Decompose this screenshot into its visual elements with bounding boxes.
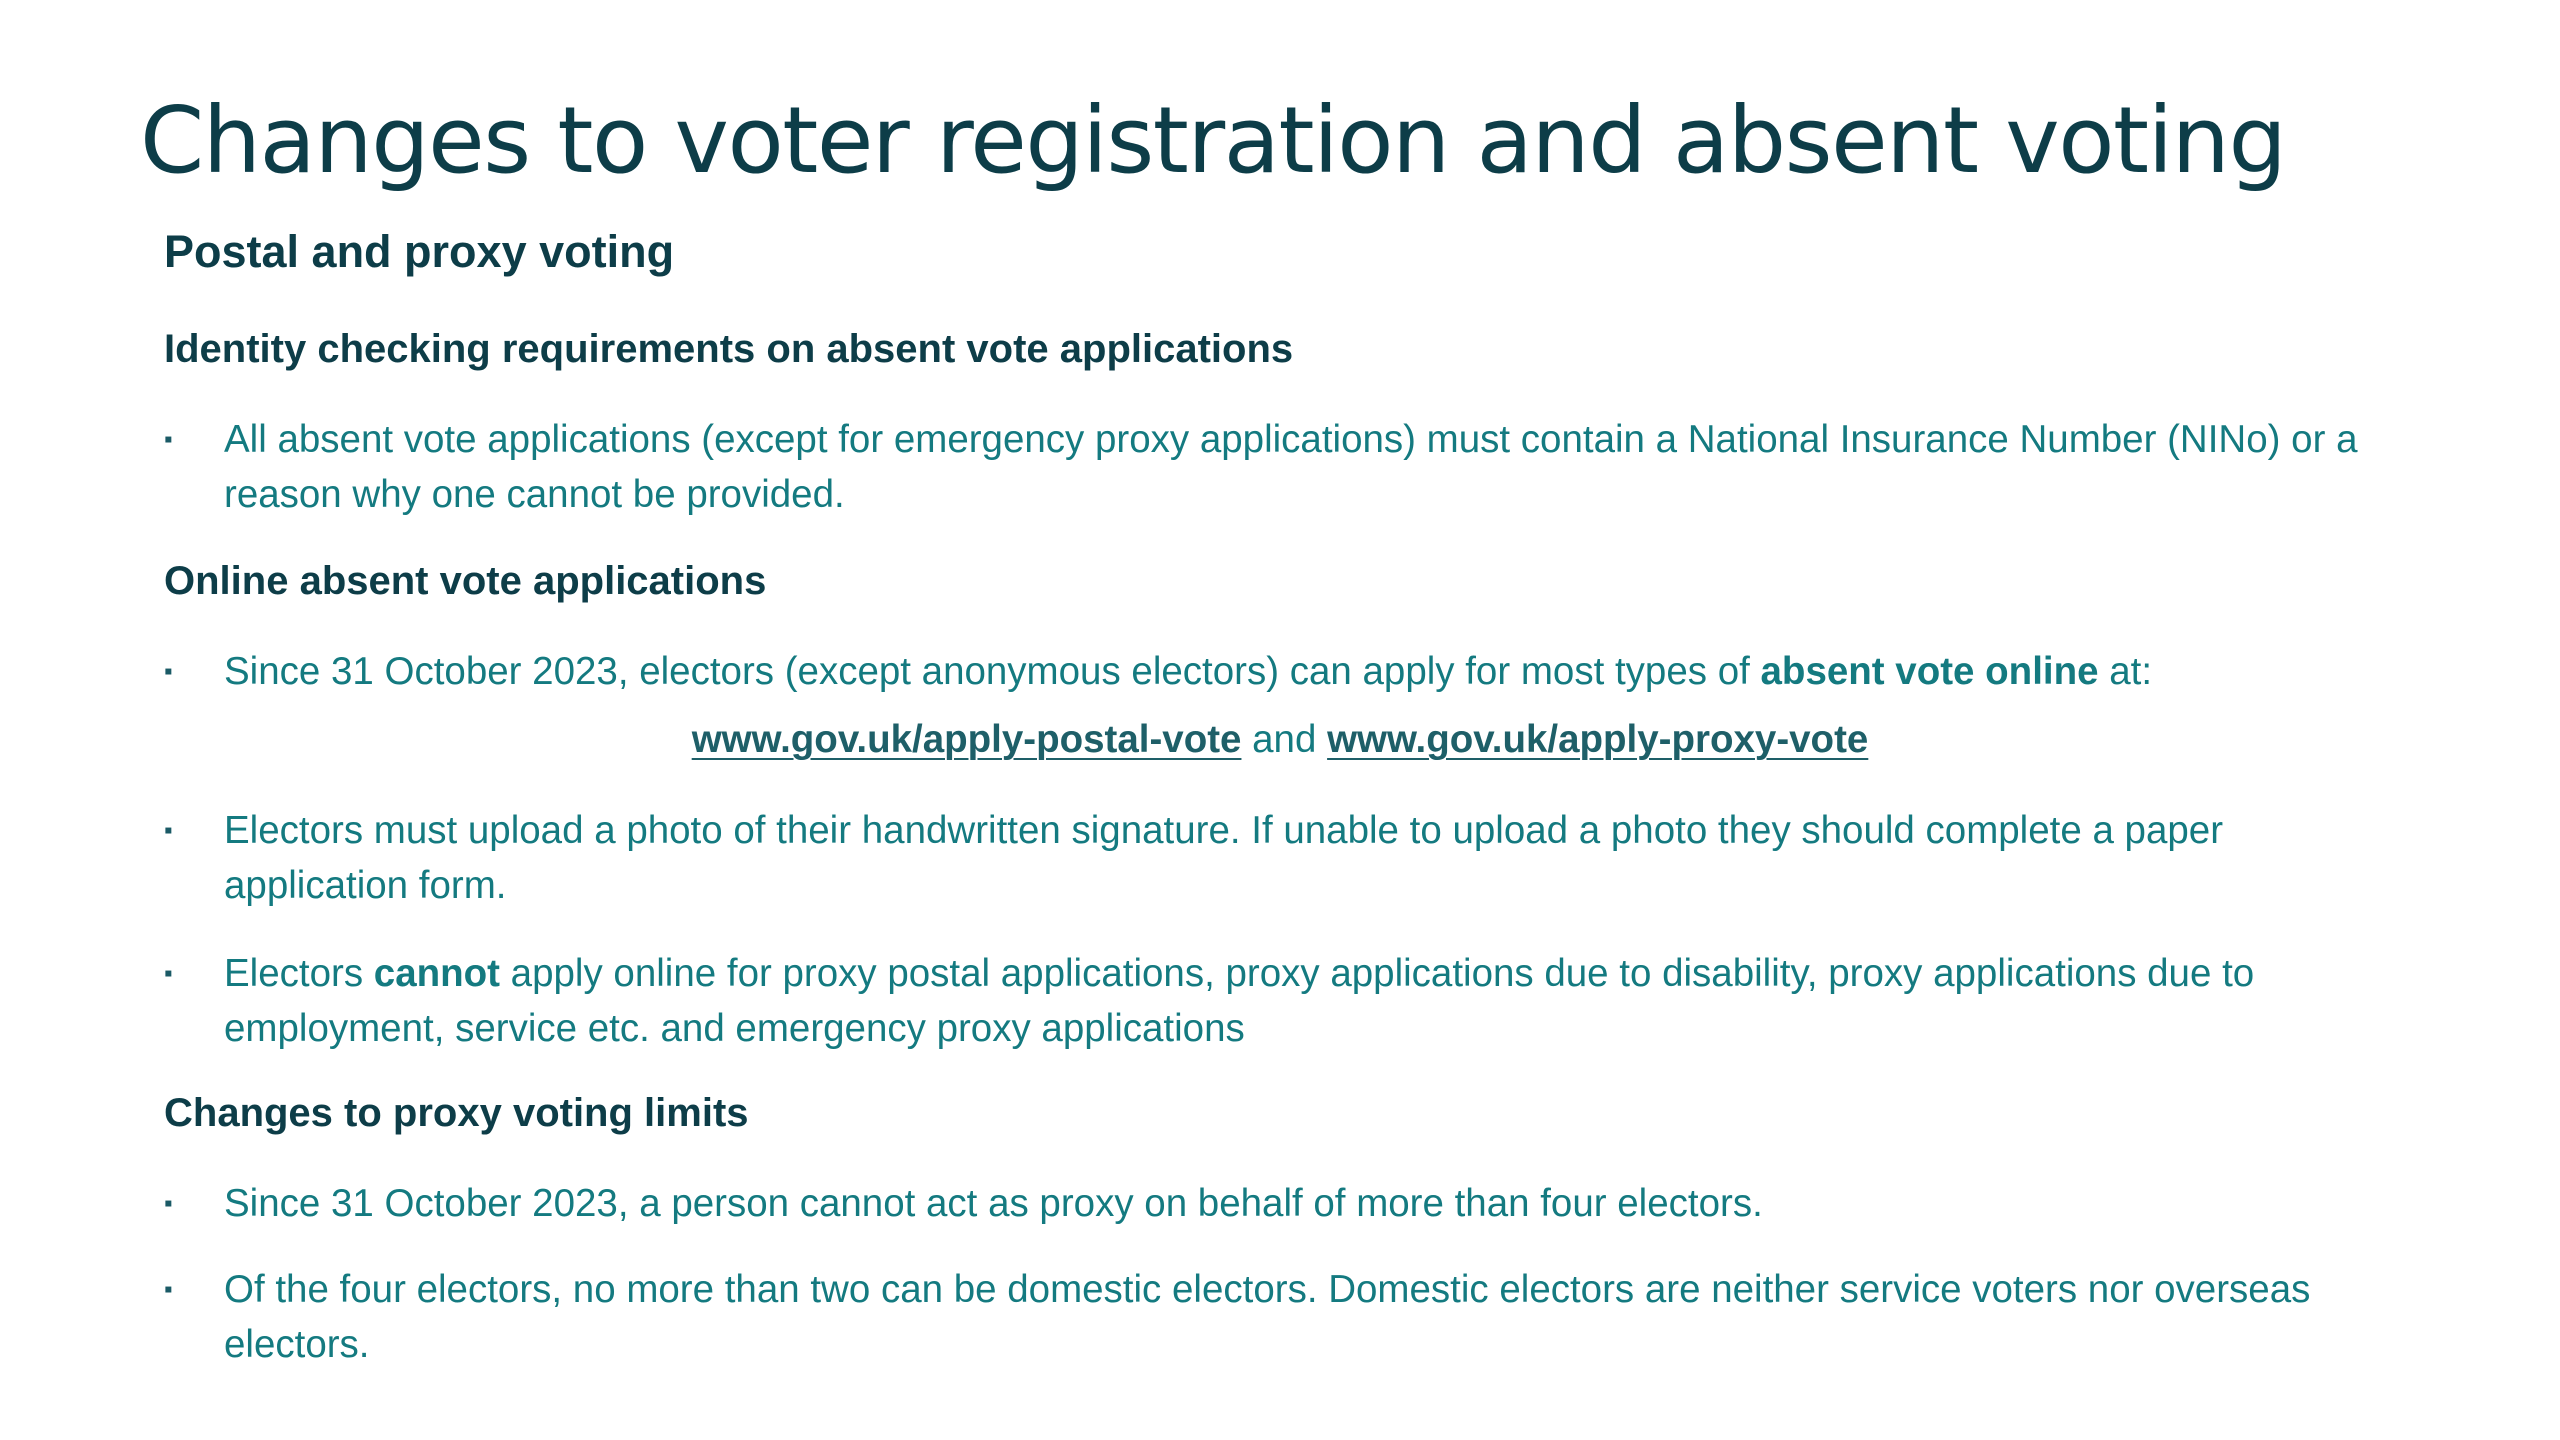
proxy-vote-link[interactable]: www.gov.uk/apply-proxy-vote bbox=[1327, 718, 1869, 761]
bullet-square-icon: ▪ bbox=[164, 1190, 173, 1217]
online-bullet-3-prefix: Electors bbox=[224, 952, 374, 995]
online-bullet-2 bbox=[164, 803, 2394, 913]
online-bullet-3-suffix: apply online for proxy postal applications, proxy applications due to disability, proxy applications due to employment, service etc. and emergency proxy applications bbox=[224, 952, 2255, 1050]
slide-title: Changes to voter registration and absent voting bbox=[140, 87, 2286, 194]
links-joiner: and bbox=[1241, 718, 1328, 761]
bullet-square-icon: ▪ bbox=[164, 817, 173, 844]
limits-bullet-2 bbox=[164, 1262, 2394, 1372]
bullet-square-icon: ▪ bbox=[164, 426, 173, 453]
online-bullet-1-prefix: Since 31 October 2023, electors (except anonymous electors) can apply for most types of bbox=[224, 650, 1761, 693]
online-bullet-1-suffix: at: bbox=[2098, 650, 2153, 693]
online-bullet-1 bbox=[164, 644, 2394, 699]
section-heading: Postal and proxy voting bbox=[164, 226, 675, 277]
online-bullet-3 bbox=[164, 946, 2394, 1056]
identity-bullet-text: All absent vote applications (except for emergency proxy applications) must contain a National Insurance Number (NINo) or a reason why one cannot be provided. bbox=[224, 418, 2358, 516]
limits-bullet-2-text: Of the four electors, no more than two can be domestic electors. Domestic electors are neither service voters nor overseas electors. bbox=[224, 1268, 2311, 1366]
online-bullet-3-bold: cannot bbox=[373, 952, 500, 995]
online-bullet-2-text: Electors must upload a photo of their handwritten signature. If unable to upload a photo they should complete a paper application form. bbox=[224, 809, 2224, 907]
bullet-square-icon: ▪ bbox=[164, 960, 173, 987]
identity-bullet-1 bbox=[164, 412, 2394, 522]
online-heading: Online absent vote applications bbox=[164, 559, 767, 603]
bullet-square-icon: ▪ bbox=[164, 1276, 173, 1303]
limits-heading: Changes to proxy voting limits bbox=[164, 1091, 749, 1135]
identity-heading: Identity checking requirements on absent vote applications bbox=[164, 327, 1294, 371]
online-bullet-1-text bbox=[224, 644, 2394, 699]
online-bullet-1-bold: absent vote online bbox=[1760, 650, 2099, 693]
postal-vote-link[interactable]: www.gov.uk/apply-postal-vote bbox=[691, 718, 1242, 761]
online-bullet-3-text bbox=[224, 946, 2394, 1056]
online-links-line bbox=[0, 712, 2560, 767]
bullet-square-icon: ▪ bbox=[164, 658, 173, 685]
limits-bullet-1 bbox=[164, 1176, 2394, 1231]
limits-bullet-1-text: Since 31 October 2023, a person cannot act as proxy on behalf of more than four electors. bbox=[224, 1182, 1763, 1225]
